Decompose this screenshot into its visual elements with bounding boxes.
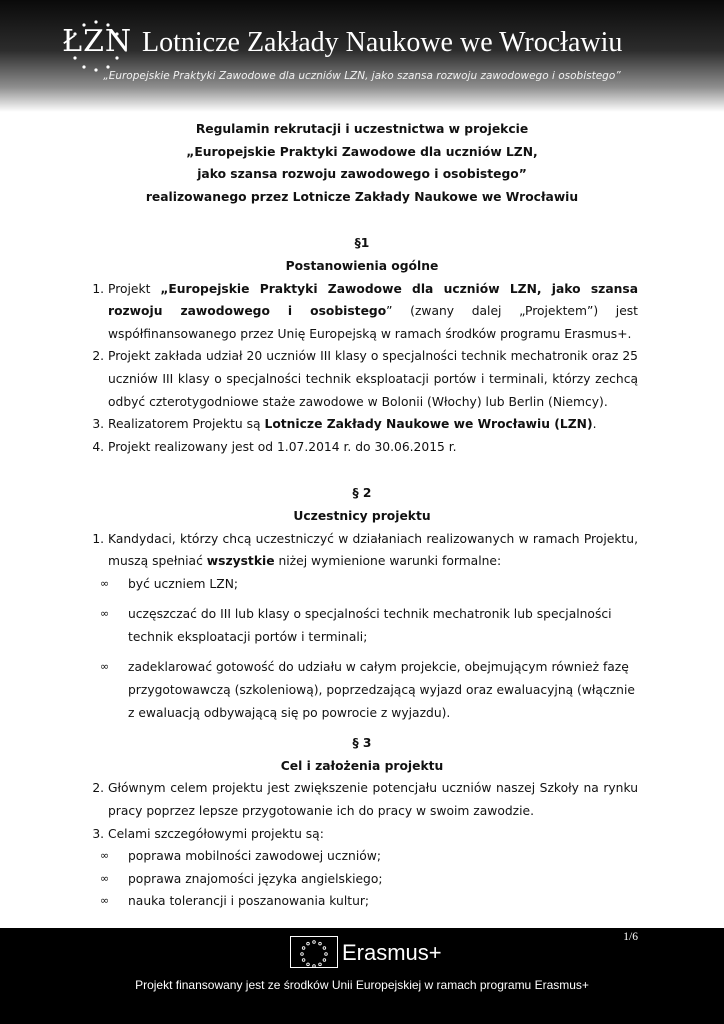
page-footer — [0, 928, 724, 1024]
section-1-title: Postanowienia ogólne — [285, 258, 439, 273]
erasmus-logo-text: Erasmus+ — [342, 940, 442, 965]
page-header — [0, 0, 724, 112]
list-item: 3. Celami szczegółowymi projektu są: — [108, 823, 638, 846]
header-logo-line — [62, 24, 682, 68]
list-item: 1. Kandydaci, którzy chcą uczestniczyć w działaniach realizowanych w ramach Projektu, muszą spełniać wszystkie niżej wymienione warunki formalne: — [108, 528, 638, 573]
section-3-title: Cel i założenia projektu — [280, 758, 444, 773]
title-line-2: „Europejskie Praktyki Zawodowe dla uczniów LZN, — [186, 144, 538, 159]
section-2-bullets — [86, 573, 638, 725]
bullet-item: ∞ zadeklarować gotowość do udziału w całym projekcie, obejmującym również fazę przygotowawczą (szkoleniową), poprzedzającą wyjazd oraz ewaluacyjną (włącznie z ewaluacją odbywającą się po powrocie z wyjazdu). — [128, 656, 638, 724]
list-item: 2. Głównym celem projektu jest zwiększenie potencjału uczniów naszej Szkoły na rynku pracy poprzez lepsze przygotowanie ich do pracy w swoim zawodzie. — [108, 777, 638, 822]
page-number: 1/6 — [623, 931, 638, 943]
document-body — [86, 118, 638, 913]
section-2-title: Uczestnicy projektu — [293, 508, 431, 523]
section-3-number: § 3 — [352, 736, 372, 751]
title-line-1: Regulamin rekrutacji i uczestnictwa w projekcie — [195, 122, 529, 136]
logo-text: ŁZN — [62, 24, 133, 59]
header-tagline: „Europejskie Praktyki Zawodowe dla uczniów LZN, jako szansa rozwoju zawodowego i osobistego” — [103, 70, 621, 82]
section-3-list — [86, 777, 638, 845]
list-item: 4. Projekt realizowany jest od 1.07.2014 r. do 30.06.2015 r. — [108, 436, 638, 459]
bullet-item: ∞ nauka tolerancji i poszanowania kultur; — [128, 890, 638, 913]
eu-flag-icon — [290, 936, 338, 968]
funding-note: Projekt finansowany jest ze środków Unii Europejskiej w ramach programu Erasmus+ — [135, 978, 589, 992]
title-line-3: jako szansa rozwoju zawodowego i osobistego” — [197, 167, 527, 182]
document-title — [86, 118, 638, 208]
section-1-number: §1 — [354, 236, 370, 251]
section-3-bullets — [86, 845, 638, 913]
section-2-number: § 2 — [352, 486, 372, 501]
title-line-4: realizowanego przez Lotnicze Zakłady Naukowe we Wrocławiu — [145, 189, 579, 204]
list-item: 3. Realizatorem Projektu są Lotnicze Zakłady Naukowe we Wrocławiu (LZN). — [108, 413, 638, 436]
bullet-item: ∞ być uczniem LZN; — [128, 573, 638, 596]
list-item: 1. Projekt „Europejskie Praktyki Zawodowe dla uczniów LZN, jako szansa rozwoju zawodowego i osobistego” (zwany dalej „Projektem”) jest współfinansowanego przez Unię Europejską w ramach środków programu Erasmus+. — [108, 278, 638, 346]
section-2-list — [86, 528, 638, 573]
list-item: 2. Projekt zakłada udział 20 uczniów III klasy o specjalności technik mechatronik oraz 25 uczniów III klasy o specjalności technik eksploatacji portów i terminali, którzy zechcą odbyć czterotygodniowe staże zawodowe w Bolonii (Włochy) lub Berlin (Niemcy). — [108, 345, 638, 413]
section-1-list — [86, 278, 638, 459]
bullet-item: ∞ uczęszczać do III lub klasy o specjalności technik mechatronik lub specjalności technik eksploatacji portów i terminali; — [128, 603, 638, 648]
bullet-item: ∞ poprawa znajomości języka angielskiego; — [128, 868, 638, 891]
bullet-item: ∞ poprawa mobilności zawodowej uczniów; — [128, 845, 638, 868]
org-name: Lotnicze Zakłady Naukowe we Wrocławiu — [142, 27, 623, 58]
